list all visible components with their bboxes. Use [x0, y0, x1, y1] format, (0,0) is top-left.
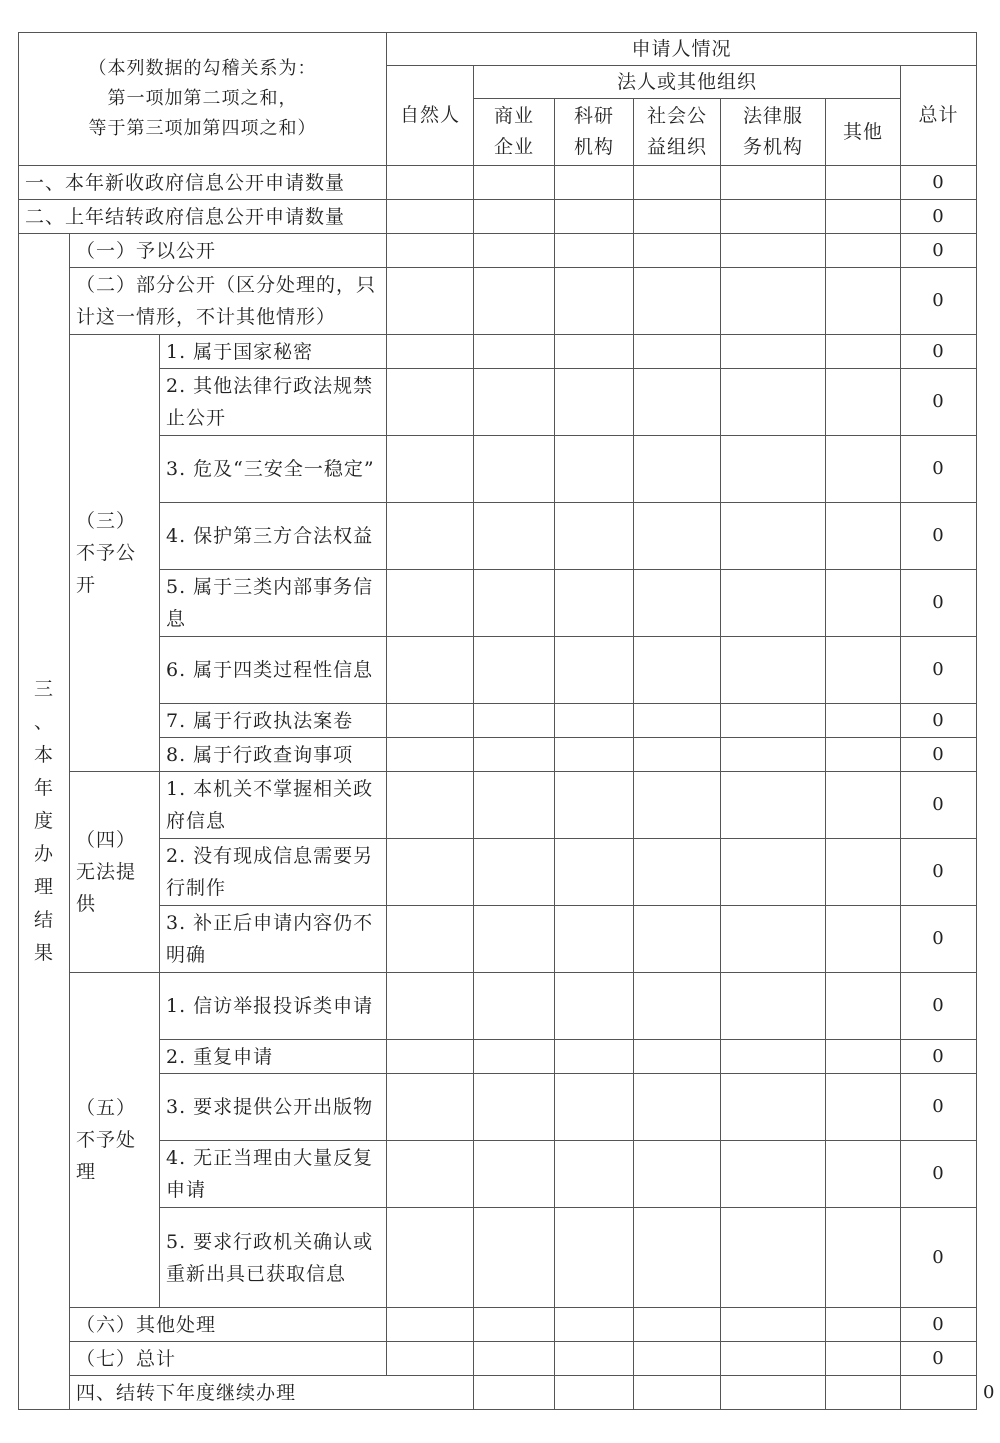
row-total: 0: [901, 637, 977, 704]
row-label: 5. 属于三类内部事务信息: [160, 570, 387, 637]
public-welfare-header: 社会公 益组织: [634, 99, 721, 166]
table-row: [19, 200, 977, 234]
relation-note: （本列数据的勾稽关系为： 第一项加第二项之和， 等于第三项加第四项之和）: [19, 33, 387, 166]
total-header: 总计: [901, 66, 977, 166]
table-row: [19, 1308, 977, 1342]
table-row: [19, 906, 977, 973]
row-label: （六）其他处理: [70, 1308, 387, 1342]
table-row: [19, 772, 977, 839]
table-row: [19, 369, 977, 436]
row-total: 0: [901, 839, 977, 906]
row-label: 2. 没有现成信息需要另行制作: [160, 839, 387, 906]
row-total: 0: [901, 200, 977, 234]
row-label: 6. 属于四类过程性信息: [160, 637, 387, 704]
table-row: [19, 234, 977, 268]
row-total: 0: [901, 166, 977, 200]
row-total: 0: [901, 1208, 977, 1308]
row-label: 四、结转下年度继续办理: [70, 1376, 474, 1410]
row-total: 0: [901, 570, 977, 637]
row-total: 0: [901, 335, 977, 369]
row-label: （一）予以公开: [70, 234, 387, 268]
table-row: [19, 1074, 977, 1141]
natural-person-header: 自然人: [387, 66, 474, 166]
table-row: [19, 1141, 977, 1208]
table-row: [19, 335, 977, 369]
row-total: 0: [901, 1141, 977, 1208]
other-header: 其他: [826, 99, 901, 166]
table-row: [19, 268, 977, 335]
table-row: [19, 1342, 977, 1376]
row-total: 0: [901, 1342, 977, 1376]
legal-group-header: 法人或其他组织: [474, 66, 901, 99]
table-row: [19, 839, 977, 906]
row-label: 3. 补正后申请内容仍不明确: [160, 906, 387, 973]
row-label: 2. 其他法律行政法规禁止公开: [160, 369, 387, 436]
row-total: 0: [901, 234, 977, 268]
row-label: 1. 本机关不掌握相关政府信息: [160, 772, 387, 839]
table-row: [19, 973, 977, 1040]
legal-service-header: 法律服 务机构: [721, 99, 826, 166]
table-row: [19, 738, 977, 772]
table-row: [19, 1208, 977, 1308]
row-label: 2. 重复申请: [160, 1040, 387, 1074]
row-total: 0: [901, 503, 977, 570]
group-label: （三）不予公开: [70, 335, 160, 772]
row-label: 4. 保护第三方合法权益: [160, 503, 387, 570]
row-label: 一、本年新收政府信息公开申请数量: [19, 166, 387, 200]
business-header: 商业 企业: [474, 99, 555, 166]
row-total: 0: [901, 704, 977, 738]
table-row: [19, 1040, 977, 1074]
applicant-header: 申请人情况: [387, 33, 977, 66]
section-three-label: 三 、 本 年 度 办 理 结 果: [19, 234, 70, 1410]
row-total: 0: [901, 369, 977, 436]
row-label: （二）部分公开（区分处理的，只计这一情形，不计其他情形）: [70, 268, 387, 335]
row-label: 5. 要求行政机关确认或重新出具已获取信息: [160, 1208, 387, 1308]
row-label: 8. 属于行政查询事项: [160, 738, 387, 772]
row-label: 7. 属于行政执法案卷: [160, 704, 387, 738]
group-label: （五）不予处理: [70, 973, 160, 1308]
research-header: 科研 机构: [555, 99, 634, 166]
table-row: [19, 503, 977, 570]
row-total: 0: [901, 738, 977, 772]
statistics-table: [18, 32, 996, 1410]
row-total: 0: [901, 1040, 977, 1074]
row-label: 二、上年结转政府信息公开申请数量: [19, 200, 387, 234]
table-row: [19, 166, 977, 200]
table-row: [19, 637, 977, 704]
row-label: 1. 信访举报投诉类申请: [160, 973, 387, 1040]
row-label: 1. 属于国家秘密: [160, 335, 387, 369]
row-total: 0: [901, 973, 977, 1040]
row-label: 4. 无正当理由大量反复申请: [160, 1141, 387, 1208]
row-total: 0: [901, 1308, 977, 1342]
row-total: 0: [901, 268, 977, 335]
row-label: 3. 要求提供公开出版物: [160, 1074, 387, 1141]
table-row: [19, 436, 977, 503]
row-label: 3. 危及“三安全一稳定”: [160, 436, 387, 503]
table-row: [19, 570, 977, 637]
group-label: （四）无法提供: [70, 772, 160, 973]
table-row: 四、结转下年度继续办理 0: [19, 1376, 977, 1410]
row-total: 0: [901, 436, 977, 503]
row-total: 0: [901, 772, 977, 839]
row-total: 0: [901, 1074, 977, 1141]
row-total: 0: [901, 906, 977, 973]
table-row: [19, 704, 977, 738]
row-label: （七）总计: [70, 1342, 387, 1376]
